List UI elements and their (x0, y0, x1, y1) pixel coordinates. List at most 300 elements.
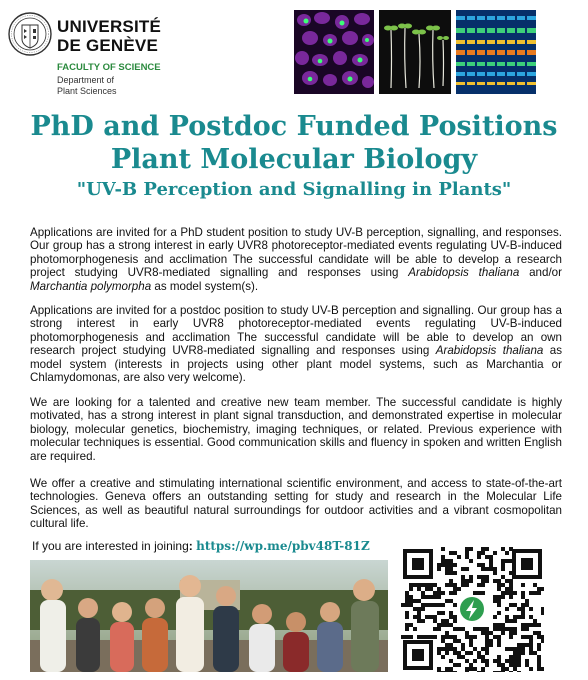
qr-module (529, 647, 533, 651)
qr-module (509, 591, 513, 595)
qr-module (473, 647, 477, 651)
qr-module (485, 639, 489, 643)
qr-module (505, 559, 509, 563)
contact-line (32, 539, 370, 553)
qr-module (541, 667, 544, 671)
paragraph-phd-text-b: and/or (519, 266, 562, 280)
qr-module (521, 643, 525, 647)
qr-module (445, 567, 449, 571)
qr-module (465, 635, 469, 639)
qr-module (481, 659, 485, 663)
qr-module (453, 635, 457, 639)
qr-module (489, 639, 493, 643)
qr-module (441, 655, 445, 659)
qr-module (521, 627, 525, 631)
qr-module (541, 639, 544, 643)
qr-module (521, 595, 525, 599)
qr-module (497, 655, 501, 659)
qr-module (477, 563, 481, 567)
qr-module (417, 607, 421, 611)
qr-module (445, 563, 449, 567)
qr-module (537, 587, 541, 591)
qr-module (477, 651, 481, 655)
qr-module (409, 603, 413, 607)
qr-module (505, 667, 509, 671)
qr-module (485, 635, 489, 639)
team-photo (30, 560, 388, 672)
qr-module (477, 551, 481, 555)
qr-module (413, 615, 417, 619)
qr-module (417, 619, 421, 623)
qr-module (497, 671, 501, 672)
qr-module (521, 615, 525, 619)
microscopy-image (294, 10, 374, 94)
qr-module (525, 659, 529, 663)
qr-module (429, 603, 433, 607)
qr-module (521, 623, 525, 627)
qr-module (497, 595, 501, 599)
qr-module (493, 635, 497, 639)
qr-module (433, 627, 437, 631)
gel-image (456, 10, 536, 94)
qr-module (461, 579, 465, 583)
qr-module (481, 563, 485, 567)
qr-module (421, 595, 425, 599)
qr-module (449, 567, 453, 571)
qr-module (477, 671, 481, 672)
qr-module (541, 607, 544, 611)
qr-module (461, 647, 465, 651)
qr-module (469, 639, 473, 643)
qr-module (469, 651, 473, 655)
paragraph-phd-italic-1: Arabidopsis thaliana (408, 266, 520, 280)
qr-module (441, 559, 445, 563)
qr-module (497, 659, 501, 663)
qr-module (433, 583, 437, 587)
qr-module (421, 583, 425, 587)
qr-module (445, 623, 449, 627)
qr-module (533, 623, 537, 627)
qr-module (529, 615, 533, 619)
qr-module (497, 635, 501, 639)
qr-module (437, 647, 441, 651)
qr-module (521, 647, 525, 651)
qr-module (501, 595, 505, 599)
qr-module (441, 603, 445, 607)
qr-module (421, 607, 425, 611)
qr-module (445, 647, 449, 651)
qr-module (469, 667, 473, 671)
qr-module (489, 631, 493, 635)
qr-module (501, 567, 505, 571)
qr-module (517, 615, 521, 619)
qr-module (421, 591, 425, 595)
qr-module (429, 595, 433, 599)
qr-module (501, 583, 505, 587)
qr-module (525, 635, 529, 639)
qr-module (505, 587, 509, 591)
qr-module (457, 651, 461, 655)
university-seal-icon (8, 12, 52, 56)
qr-module (497, 599, 501, 603)
qr-code[interactable] (401, 547, 544, 672)
qr-module (465, 579, 469, 583)
qr-module (469, 663, 473, 667)
qr-module (417, 587, 421, 591)
qr-module (505, 615, 509, 619)
paragraph-phd (30, 226, 562, 293)
qr-module (501, 663, 505, 667)
qr-module (429, 635, 433, 639)
qr-module (509, 659, 513, 663)
qr-module (513, 619, 517, 623)
qr-module (497, 587, 501, 591)
qr-module (513, 659, 517, 663)
qr-module (481, 547, 485, 551)
qr-module (445, 559, 449, 563)
qr-module (405, 599, 409, 603)
qr-module (501, 623, 505, 627)
qr-module (497, 627, 501, 631)
qr-module (537, 623, 541, 627)
qr-module (485, 627, 489, 631)
qr-module (425, 635, 429, 639)
qr-module (497, 611, 501, 615)
qr-module (537, 659, 541, 663)
paragraph-postdoc-text-b: as model system (interests in projects using other plant model systems, such as Marchantia or Chlamydomonas, are also very welcome). (30, 344, 562, 385)
qr-module (501, 671, 505, 672)
qr-module (513, 647, 517, 651)
qr-module (461, 627, 465, 631)
paragraph-phd-text-c: as model system(s). (151, 279, 259, 293)
qr-module (529, 639, 533, 643)
qr-module (445, 631, 449, 635)
qr-module (461, 575, 465, 579)
qr-module (465, 551, 469, 555)
qr-module (505, 591, 509, 595)
qr-module (477, 591, 481, 595)
qr-module (497, 639, 501, 643)
qr-module (537, 663, 541, 667)
qr-module (441, 555, 445, 559)
qr-module (501, 591, 505, 595)
qr-module (405, 627, 409, 631)
qr-module (517, 607, 521, 611)
qr-module (425, 595, 429, 599)
qr-module (477, 583, 481, 587)
qr-module (437, 603, 441, 607)
qr-module (489, 555, 493, 559)
department-line2: Plant Sciences (57, 86, 117, 96)
qr-module (461, 567, 465, 571)
qr-module (437, 595, 441, 599)
qr-module (533, 651, 537, 655)
qr-module (449, 559, 453, 563)
qr-module (485, 631, 489, 635)
qr-module (453, 651, 457, 655)
qr-module (525, 623, 529, 627)
qr-module (525, 627, 529, 631)
qr-module (409, 595, 413, 599)
qr-module (437, 671, 441, 672)
qr-module (501, 627, 505, 631)
qr-module (521, 591, 525, 595)
qr-module (437, 667, 441, 671)
qr-module (517, 651, 521, 655)
qr-module (469, 547, 473, 551)
qr-module (481, 583, 485, 587)
qr-module (405, 591, 409, 595)
qr-module (485, 659, 489, 663)
qr-module (529, 607, 533, 611)
qr-module (501, 559, 505, 563)
contact-link[interactable]: https://wp.me/pbv48T-81Z (196, 539, 370, 553)
qr-module (537, 591, 541, 595)
qr-module (449, 563, 453, 567)
qr-module (445, 651, 449, 655)
qr-module (529, 635, 533, 639)
qr-module (513, 615, 517, 619)
university-name-line2: DE GENÈVE (57, 36, 158, 55)
qr-module (537, 647, 541, 651)
qr-module (493, 551, 497, 555)
qr-module (517, 671, 521, 672)
qr-module (465, 631, 469, 635)
qr-module (505, 647, 509, 651)
qr-module (449, 551, 453, 555)
qr-module (509, 627, 513, 631)
qr-module (453, 591, 457, 595)
qr-module (445, 667, 449, 671)
qr-module (513, 591, 517, 595)
qr-module (449, 643, 453, 647)
qr-module (441, 547, 445, 551)
qr-module (461, 643, 465, 647)
qr-module (485, 647, 489, 651)
qr-module (453, 603, 457, 607)
qr-module (465, 667, 469, 671)
qr-module (517, 655, 521, 659)
qr-module (485, 579, 489, 583)
university-name (57, 17, 161, 55)
qr-module (437, 587, 441, 591)
paragraph-phd-italic-2: Marchantia polymorpha (30, 279, 152, 293)
qr-module (485, 663, 489, 667)
qr-module (505, 627, 509, 631)
qr-module (529, 643, 533, 647)
qr-module (533, 583, 537, 587)
qr-module (413, 583, 417, 587)
qr-module (513, 663, 517, 667)
qr-module (517, 663, 521, 667)
qr-module (525, 599, 529, 603)
qr-module (429, 587, 433, 591)
qr-module (517, 647, 521, 651)
qr-module (501, 667, 505, 671)
qr-module (449, 571, 453, 575)
qr-module (421, 635, 425, 639)
qr-module (449, 667, 453, 671)
qr-module (433, 595, 437, 599)
qr-module (441, 619, 445, 623)
qr-module (449, 671, 453, 672)
qr-module (469, 643, 473, 647)
lightning-logo-icon (460, 597, 484, 621)
qr-module (425, 587, 429, 591)
qr-module (541, 635, 544, 639)
qr-module (441, 563, 445, 567)
qr-module (509, 619, 513, 623)
qr-module (513, 667, 517, 671)
qr-module (485, 643, 489, 647)
qr-module (453, 663, 457, 667)
qr-module (453, 639, 457, 643)
qr-module (437, 623, 441, 627)
qr-module (481, 647, 485, 651)
qr-module (497, 643, 501, 647)
paragraph-offer: We offer a creative and stimulating international scientific environment, and access to state-of-the-art technologies. Geneva offers an outstanding setting for study and research in the Molecular Life Sciences, as well as beautiful natural surroundings for outdoor activities and a vibrant cosmopolitan cultural life. (30, 477, 562, 531)
faculty-name: FACULTY OF SCIENCE (57, 62, 161, 73)
qr-module (449, 647, 453, 651)
qr-module (453, 619, 457, 623)
qr-module (509, 595, 513, 599)
qr-module (533, 619, 537, 623)
qr-module (405, 595, 409, 599)
qr-module (445, 571, 449, 575)
qr-module (513, 603, 517, 607)
qr-module (509, 671, 513, 672)
qr-module (493, 671, 497, 672)
qr-module (481, 667, 485, 671)
qr-module (445, 599, 449, 603)
qr-module (449, 611, 453, 615)
paragraph-postdoc-text-a: Applications are invited for a postdoc position to study UV-B perception and signalling. Our group has a strong interest in early UVR8 photoreceptor-mediated events regulating UV-B-induced photomorphogenesis and acclimation The successful candidate will be able to develop an own research project studying UVR8-mediated signalling and responses using (30, 304, 562, 358)
paragraph-phd-text-a: Applications are invited for a PhD student position to study UV-B perception, signalling, and responses. Our group has a strong interest in early UVR8 photoreceptor-mediated events regulating UV-B-induced photomorphogenesis and acclimation The successful candidate will be able to develop a research project studying UVR8-mediated signalling and responses using (30, 226, 562, 280)
qr-module (409, 623, 413, 627)
qr-module (437, 651, 441, 655)
qr-module (433, 591, 437, 595)
qr-module (413, 599, 417, 603)
qr-module (453, 627, 457, 631)
qr-module (537, 655, 541, 659)
qr-module (409, 635, 413, 639)
qr-module (413, 627, 417, 631)
qr-module (493, 599, 497, 603)
qr-module (453, 615, 457, 619)
qr-module (425, 615, 429, 619)
qr-module (449, 579, 453, 583)
qr-module (417, 635, 421, 639)
qr-module (485, 547, 489, 551)
qr-module (509, 647, 513, 651)
qr-module (445, 619, 449, 623)
contact-colon: : (188, 539, 197, 553)
qr-module (485, 651, 489, 655)
qr-module (433, 615, 437, 619)
qr-module (441, 635, 445, 639)
qr-module (441, 591, 445, 595)
qr-module (489, 567, 493, 571)
qr-module (409, 599, 413, 603)
qr-module (521, 611, 525, 615)
qr-module (461, 583, 465, 587)
qr-module (509, 603, 513, 607)
paragraph-postdoc (30, 304, 562, 384)
qr-module (449, 659, 453, 663)
subtitle: "UV-B Perception and Signalling in Plants" (76, 179, 512, 200)
qr-module (405, 615, 409, 619)
qr-module (445, 583, 449, 587)
qr-module (529, 667, 533, 671)
qr-module (433, 603, 437, 607)
qr-module (421, 619, 425, 623)
qr-module (437, 591, 441, 595)
qr-module (433, 619, 437, 623)
qr-module (469, 575, 473, 579)
qr-module (453, 587, 457, 591)
qr-module (533, 591, 537, 595)
qr-module (405, 611, 409, 615)
qr-module (453, 583, 457, 587)
qr-module (501, 631, 505, 635)
qr-module (465, 555, 469, 559)
qr-module (513, 655, 517, 659)
qr-module (537, 643, 541, 647)
qr-module (429, 583, 433, 587)
qr-module (437, 563, 441, 567)
qr-module (493, 567, 497, 571)
qr-module (501, 575, 505, 579)
qr-module (481, 591, 485, 595)
qr-module (485, 575, 489, 579)
qr-module (465, 567, 469, 571)
seedlings-image (379, 10, 451, 94)
qr-module (509, 663, 513, 667)
qr-module (509, 579, 513, 583)
qr-module (513, 631, 517, 635)
qr-module (493, 627, 497, 631)
qr-module (457, 587, 461, 591)
qr-module (497, 583, 501, 587)
qr-module (465, 583, 469, 587)
qr-module (425, 583, 429, 587)
qr-module (481, 551, 485, 555)
qr-module (465, 671, 469, 672)
qr-module (473, 659, 477, 663)
qr-module (505, 659, 509, 663)
qr-module (441, 671, 445, 672)
qr-module (481, 655, 485, 659)
qr-module (445, 643, 449, 647)
qr-module (405, 635, 409, 639)
qr-module (481, 567, 485, 571)
qr-module (521, 583, 525, 587)
qr-module (465, 547, 469, 551)
qr-module (441, 647, 445, 651)
qr-module (497, 663, 501, 667)
qr-module (525, 663, 529, 667)
qr-module (457, 663, 461, 667)
qr-module (493, 579, 497, 583)
qr-module (457, 627, 461, 631)
qr-module (497, 623, 501, 627)
qr-module (493, 623, 497, 627)
qr-module (449, 623, 453, 627)
qr-module (437, 567, 441, 571)
qr-module (509, 655, 513, 659)
qr-module (453, 671, 457, 672)
qr-module (473, 591, 477, 595)
